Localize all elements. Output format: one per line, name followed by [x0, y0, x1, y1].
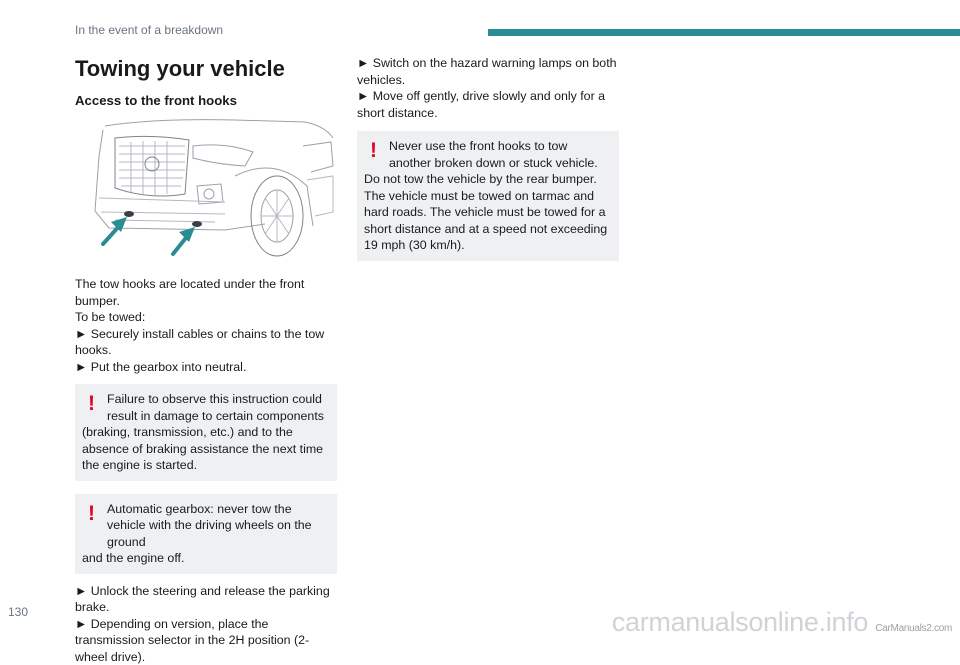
exclamation-icon: !	[88, 503, 95, 524]
warning-text-3b: Do not tow the vehicle by the rear bumper.	[364, 171, 612, 188]
warning-text-2b: and the engine off.	[82, 550, 330, 567]
header-accent-bar	[488, 29, 960, 36]
step-hazard-lamps: ► Switch on the hazard warning lamps on both vehicles.	[357, 55, 619, 88]
section-header: In the event of a breakdown	[75, 23, 223, 37]
warning-box-automatic	[75, 494, 337, 574]
warning-text-3c: The vehicle must be towed on tarmac and hard roads. The vehicle must be towed for a short distance and at a speed not exceeding 19 mph (30 km/h).	[364, 188, 612, 254]
watermark	[612, 607, 952, 638]
warning-text-2a: Automatic gearbox: never tow the vehicle with the driving wheels on the ground	[82, 501, 330, 551]
car-illustration-svg	[75, 116, 337, 266]
step-transmission-2h: ► Depending on version, place the transmission selector in the 2H position (2-wheel drive).	[75, 616, 337, 665]
step-install-cables: ► Securely install cables or chains to the tow hooks.	[75, 326, 337, 359]
paragraph-to-be-towed: To be towed:	[75, 309, 337, 326]
subheading: Access to the front hooks	[75, 92, 337, 110]
warning-text-1a: Failure to observe this instruction could result in damage to certain components	[82, 391, 330, 424]
watermark-small: CarManuals2.com	[875, 623, 952, 634]
watermark-text: carmanualsonline.info	[612, 607, 868, 637]
step-gearbox-neutral: ► Put the gearbox into neutral.	[75, 359, 337, 376]
warning-text-1b: (braking, transmission, etc.) and to the absence of braking assistance the next time the engine is started.	[82, 424, 330, 474]
exclamation-icon: !	[88, 393, 95, 414]
warning-box-towing	[357, 131, 619, 261]
page-number: 130	[8, 605, 28, 619]
left-column	[75, 55, 337, 665]
car-front-tow-hooks-illustration	[75, 116, 337, 266]
step-unlock-steering: ► Unlock the steering and release the parking brake.	[75, 583, 337, 616]
page-title: Towing your vehicle	[75, 55, 337, 83]
paragraph-hook-location: The tow hooks are located under the front bumper.	[75, 276, 337, 309]
exclamation-icon: !	[370, 140, 377, 161]
warning-box-damage	[75, 384, 337, 481]
step-move-off: ► Move off gently, drive slowly and only for a short distance.	[357, 88, 619, 121]
warning-text-3a: Never use the front hooks to tow another broken down or stuck vehicle.	[364, 138, 612, 171]
right-column	[357, 55, 619, 270]
